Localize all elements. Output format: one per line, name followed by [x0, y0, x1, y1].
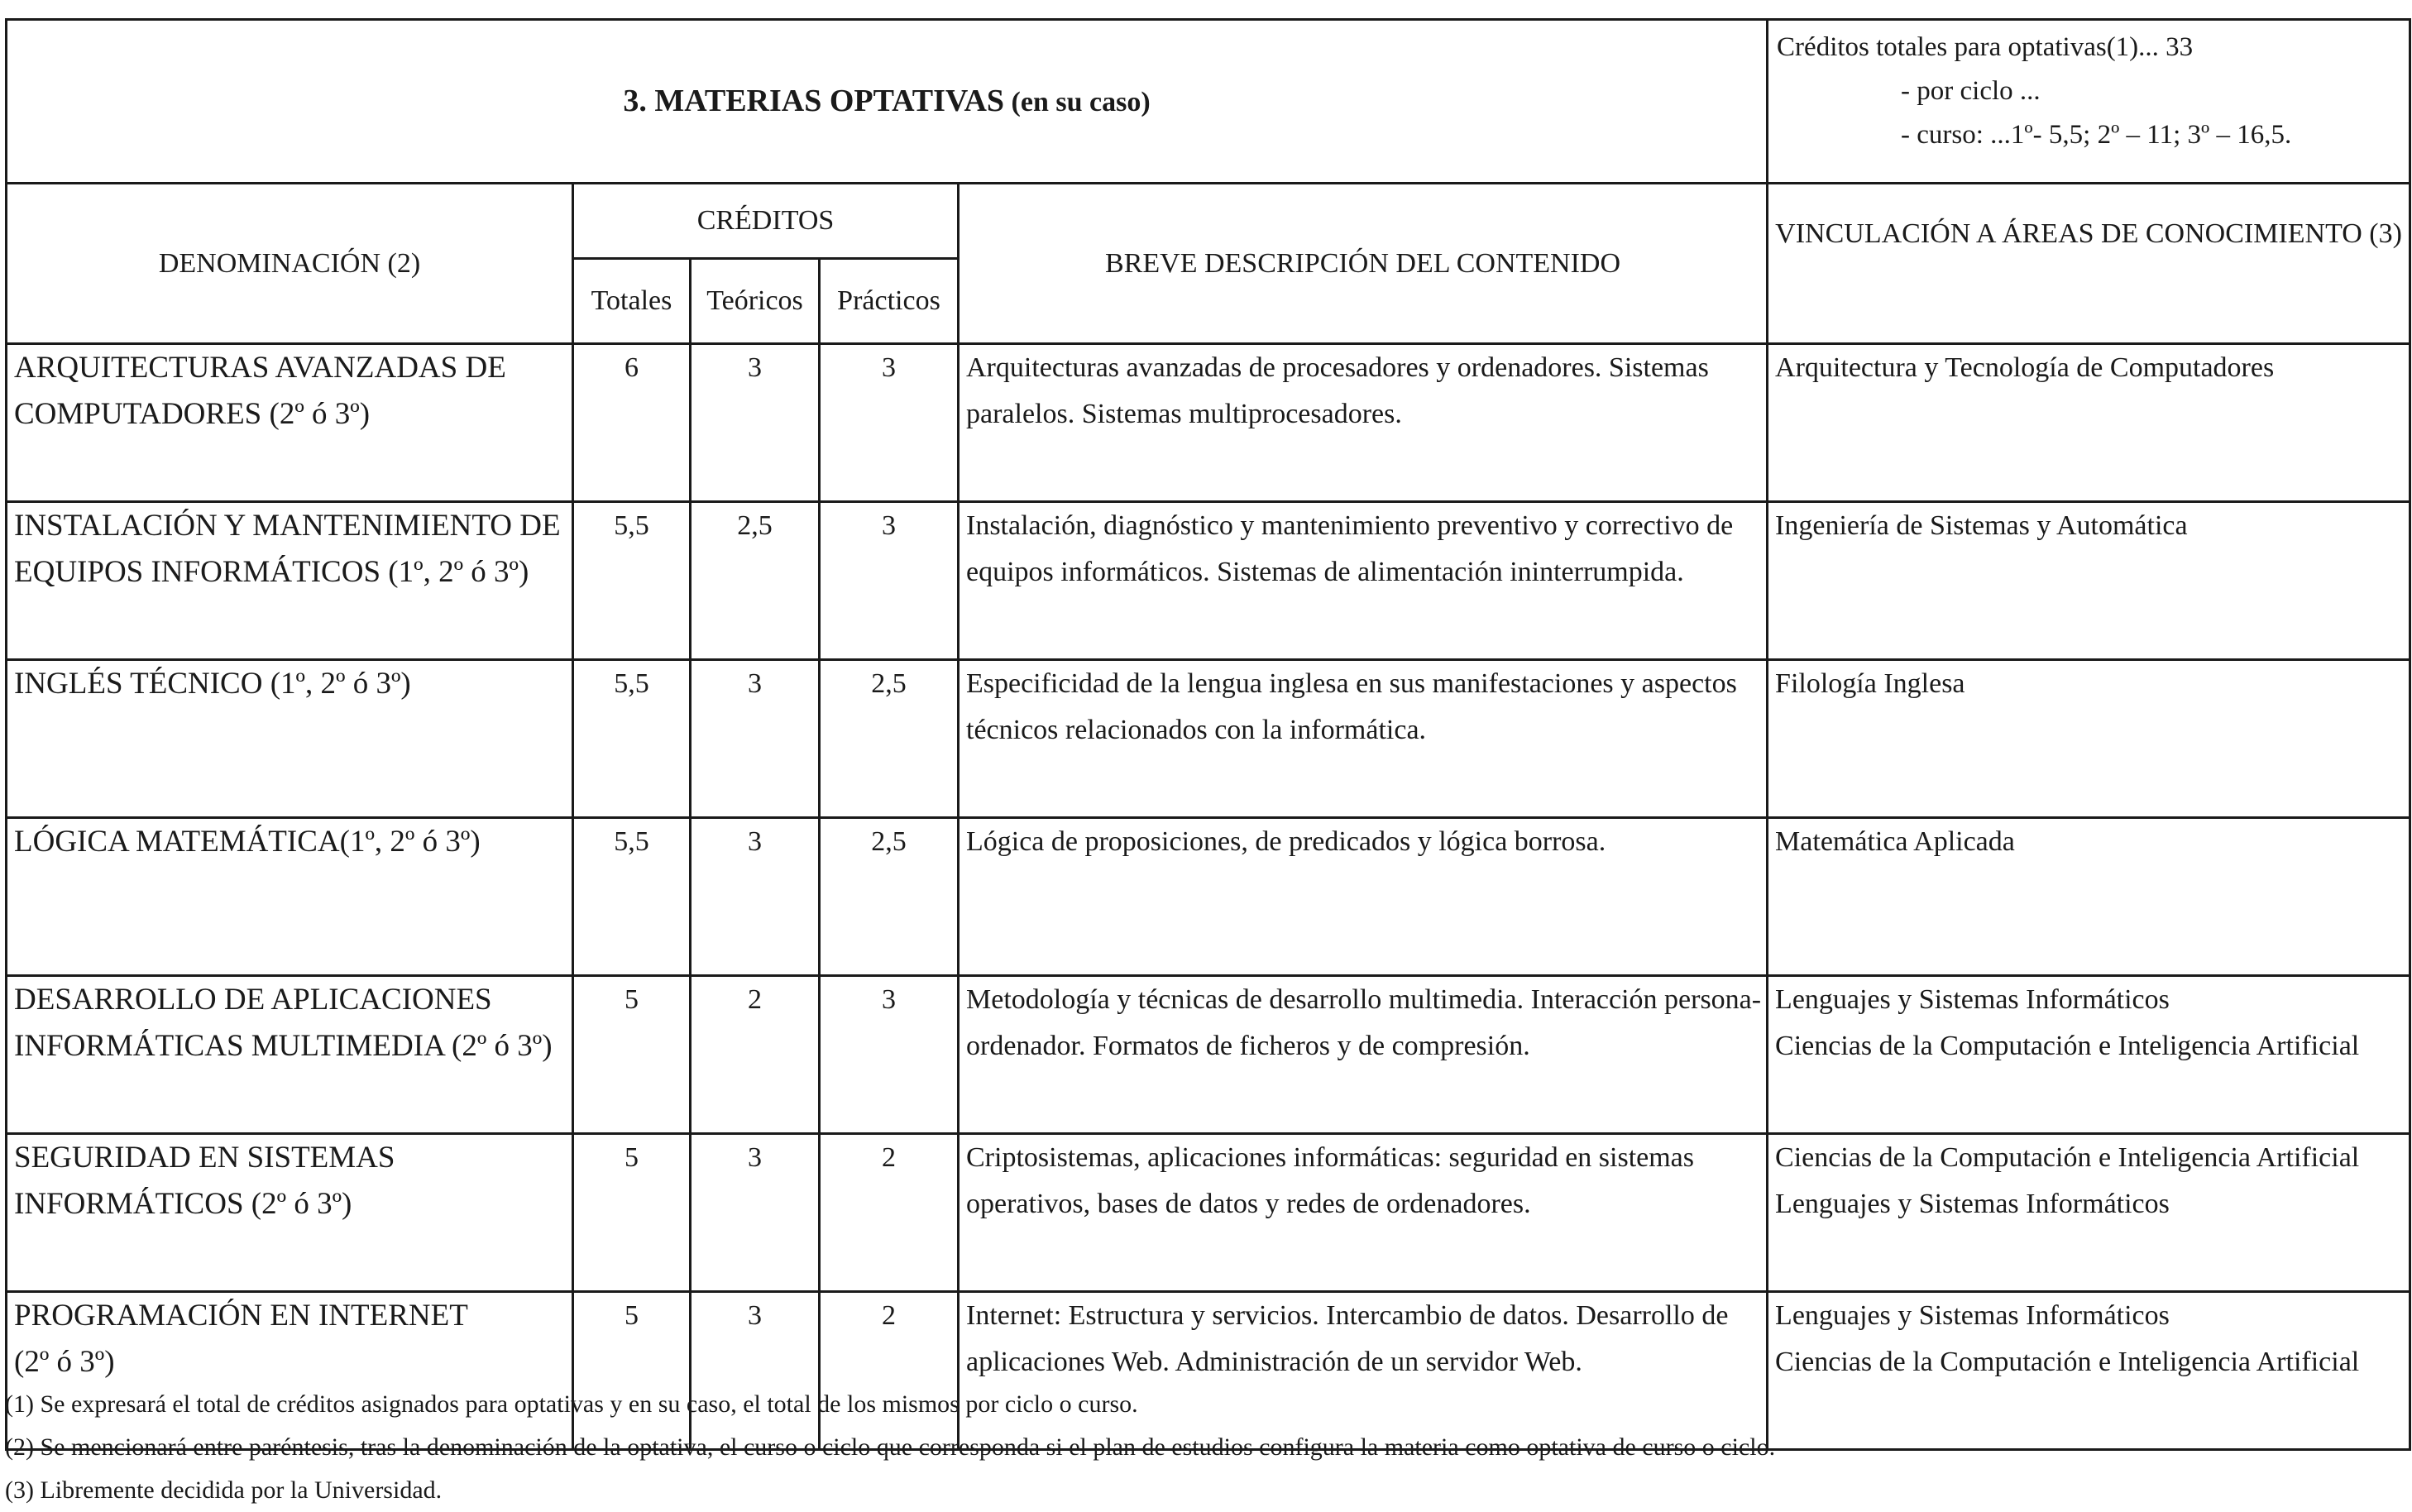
subject-name: PROGRAMACIÓN EN INTERNET (2º ó 3º)	[7, 1292, 573, 1450]
credits-teoricos: 3	[691, 344, 820, 502]
col-denominacion: DENOMINACIÓN (2)	[7, 184, 573, 344]
subject-description: Especificidad de la lengua inglesa en sus manifestaciones y aspectos técnicos relacionados con la informática.	[959, 660, 1768, 818]
credits-totales: 5,5	[573, 660, 691, 818]
subject-name: DESARROLLO DE APLICACIONES INFORMÁTICAS MULTIMEDIA (2º ó 3º)	[7, 976, 573, 1134]
table-row	[7, 344, 2410, 502]
title-sub: (en su caso)	[1011, 86, 1151, 117]
subject-description: Lógica de proposiciones, de predicados y lógica borrosa.	[959, 818, 1768, 976]
col-totales: Totales	[573, 259, 691, 344]
subject-name: SEGURIDAD EN SISTEMAS INFORMÁTICOS (2º ó 3º)	[7, 1134, 573, 1292]
table-row	[7, 976, 2410, 1134]
table-row	[7, 1134, 2410, 1292]
col-creditos: CRÉDITOS	[573, 184, 959, 259]
col-teoricos: Teóricos	[691, 259, 820, 344]
subject-areas: Lenguajes y Sistemas Informáticos Ciencias de la Computación e Inteligencia Artificial	[1768, 976, 2410, 1134]
subject-description: Criptosistemas, aplicaciones informáticas: seguridad en sistemas operativos, bases de datos y redes de ordenadores.	[959, 1134, 1768, 1292]
credits-totales: 6	[573, 344, 691, 502]
subject-name: INGLÉS TÉCNICO (1º, 2º ó 3º)	[7, 660, 573, 818]
table-row	[7, 502, 2410, 660]
credits-teoricos: 3	[691, 1292, 820, 1450]
credits-teoricos: 2,5	[691, 502, 820, 660]
credits-total-line: Créditos totales para optativas(1)... 33	[1777, 32, 2194, 62]
title-main: 3. MATERIAS OPTATIVAS	[623, 83, 1005, 118]
footnote: (3) Libremente decidida por la Universidad.	[5, 1476, 443, 1504]
col-areas: VINCULACIÓN A ÁREAS DE CONOCIMIENTO (3)	[1768, 184, 2410, 344]
credits-practicos: 2	[820, 1292, 959, 1450]
title-row	[7, 20, 2410, 184]
credits-teoricos: 3	[691, 818, 820, 976]
table-row	[7, 660, 2410, 818]
credits-course-line: - curso: ...1º- 5,5; 2º – 11; 3º – 16,5.	[1901, 120, 2292, 150]
credits-totales: 5,5	[573, 502, 691, 660]
subject-description: Metodología y técnicas de desarrollo multimedia. Interacción persona-ordenador. Formatos de ficheros y de compresión.	[959, 976, 1768, 1134]
footnotes	[5, 1383, 1775, 1512]
subject-areas: Matemática Aplicada	[1768, 818, 2410, 976]
subject-areas: Filología Inglesa	[1768, 660, 2410, 818]
credits-totales: 5	[573, 1292, 691, 1450]
subject-description: Instalación, diagnóstico y mantenimiento preventivo y correctivo de equipos informáticos. Sistemas de alimentación ininterrumpida.	[959, 502, 1768, 660]
subject-areas: Lenguajes y Sistemas Informáticos Ciencias de la Computación e Inteligencia Artificial	[1768, 1292, 2410, 1450]
credits-practicos: 3	[820, 502, 959, 660]
credits-practicos: 3	[820, 344, 959, 502]
subject-areas: Arquitectura y Tecnología de Computadores	[1768, 344, 2410, 502]
credits-practicos: 2	[820, 1134, 959, 1292]
credits-teoricos: 3	[691, 660, 820, 818]
col-practicos: Prácticos	[820, 259, 959, 344]
subject-description: Internet: Estructura y servicios. Intercambio de datos. Desarrollo de aplicaciones Web. Administración de un servidor Web.	[959, 1292, 1768, 1450]
credits-teoricos: 2	[691, 976, 820, 1134]
credits-practicos: 2,5	[820, 660, 959, 818]
credits-totales: 5	[573, 1134, 691, 1292]
subject-areas: Ingeniería de Sistemas y Automática	[1768, 502, 2410, 660]
credits-totales: 5,5	[573, 818, 691, 976]
subject-description: Arquitecturas avanzadas de procesadores y ordenadores. Sistemas paralelos. Sistemas multiprocesadores.	[959, 344, 1768, 502]
table-title	[7, 20, 1768, 184]
credits-practicos: 2,5	[820, 818, 959, 976]
credits-totales: 5	[573, 976, 691, 1134]
subject-name: ARQUITECTURAS AVANZADAS DE COMPUTADORES (2º ó 3º)	[7, 344, 573, 502]
col-descripcion: BREVE DESCRIPCIÓN DEL CONTENIDO	[959, 184, 1768, 344]
header-row-1	[7, 184, 2410, 259]
optativas-table	[5, 18, 2411, 1451]
table-row	[7, 818, 2410, 976]
credits-practicos: 3	[820, 976, 959, 1134]
footnote: (2) Se mencionará entre paréntesis, tras la denominación de la optativa, el curso o ciclo que corresponda si el plan de estudios configura la materia como optativa de curso o ciclo.	[5, 1433, 1776, 1461]
credits-summary	[1768, 20, 2410, 184]
subject-name: INSTALACIÓN Y MANTENIMIENTO DE EQUIPOS INFORMÁTICOS (1º, 2º ó 3º)	[7, 502, 573, 660]
footnote: (1) Se expresará el total de créditos asignados para optativas y en su caso, el total de los mismos por ciclo o curso.	[5, 1390, 1138, 1418]
credits-teoricos: 3	[691, 1134, 820, 1292]
subject-name: LÓGICA MATEMÁTICA(1º, 2º ó 3º)	[7, 818, 573, 976]
subject-areas: Ciencias de la Computación e Inteligencia Artificial Lenguajes y Sistemas Informáticos	[1768, 1134, 2410, 1292]
credits-cycle-line: - por ciclo ...	[1901, 76, 2041, 106]
